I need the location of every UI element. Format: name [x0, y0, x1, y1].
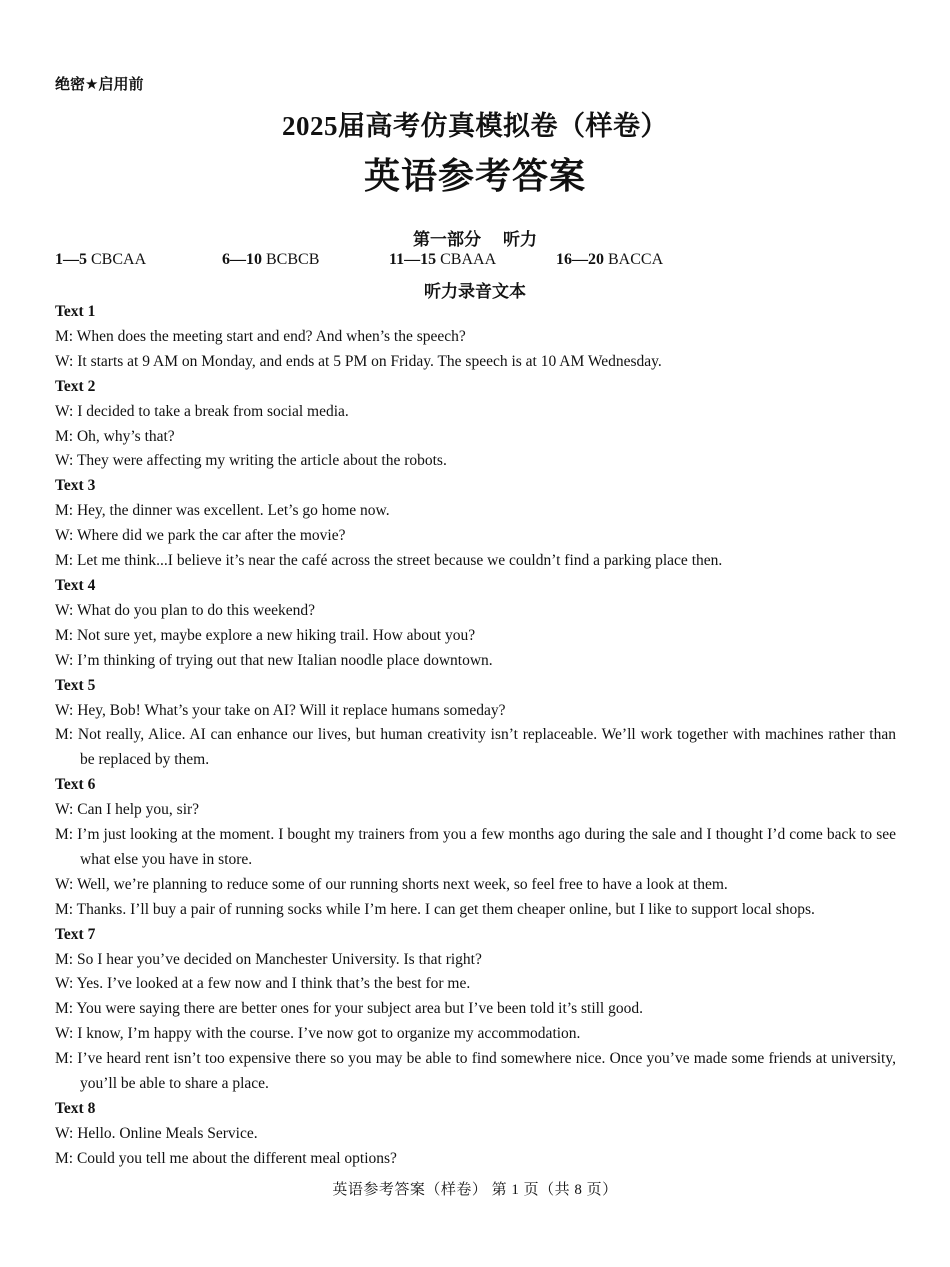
dialogue-line: M: When does the meeting start and end? And when’s the speech? — [55, 327, 466, 345]
confidential-label: 绝密★启用前 — [55, 75, 144, 93]
dialogue-line: M: Hey, the dinner was excellent. Let’s go home now. — [55, 502, 390, 520]
page-footer: 英语参考答案（样卷） 第 1 页（共 8 页） — [332, 1182, 618, 1198]
text-title: Text 4 — [55, 576, 96, 594]
dialogue-line: W: What do you plan to do this weekend? — [55, 601, 315, 619]
dialogue-line: W: I decided to take a break from social media. — [55, 402, 349, 420]
transcript-body — [55, 300, 896, 1172]
dialogue-line: W: They were affecting my writing the article about the robots. — [55, 452, 447, 470]
text-title: Text 6 — [55, 776, 96, 794]
answer-key-title: 英语参考答案 — [363, 156, 586, 196]
dialogue-line: M: Oh, why’s that? — [55, 427, 175, 445]
text-title: Text 3 — [55, 477, 96, 495]
dialogue-line: M: Not sure yet, maybe explore a new hiking trail. How about you? — [55, 626, 476, 644]
dialogue-line: M: Not really, Alice. AI can enhance our lives, but human creativity isn’t replaceable. We’ll work together with machines rather than be replaced by them. — [55, 726, 896, 769]
answer-range: 1—5 — [55, 251, 87, 268]
answer-range: 16—20 — [556, 251, 604, 268]
dialogue-line: M: I’ve heard rent isn’t too expensive there so you may be able to find somewhere nice. Once you’ve made some friends at university, you’ll be able to share a place. — [55, 1050, 896, 1093]
answer-keys: CBCAA — [91, 251, 147, 268]
dialogue-line: W: Hello. Online Meals Service. — [55, 1124, 258, 1142]
dialogue-line: W: I’m thinking of trying out that new Italian noodle place downtown. — [55, 651, 493, 669]
answer-group — [55, 251, 146, 269]
dialogue-line: W: Where did we park the car after the movie? — [55, 527, 346, 545]
dialogue-line: W: Well, we’re planning to reduce some of our running shorts next week, so feel free to have a look at them. — [55, 875, 728, 893]
section-number: 第一部分 — [413, 230, 481, 249]
answer-group — [389, 251, 496, 269]
text-title: Text 8 — [55, 1100, 96, 1117]
answer-keys: CBAAA — [440, 251, 497, 268]
dialogue-line: W: I know, I’m happy with the course. I’ve now got to organize my accommodation. — [55, 1025, 581, 1043]
dialogue-line: W: It starts at 9 AM on Monday, and ends at 5 PM on Friday. The speech is at 10 AM Wednesday. — [55, 352, 662, 370]
text-title: Text 5 — [55, 676, 96, 694]
answer-group — [222, 251, 319, 269]
answer-keys: BACCA — [608, 251, 664, 268]
answer-group — [556, 251, 663, 269]
transcript-heading: 听力录音文本 — [424, 282, 526, 301]
answer-range: 11—15 — [389, 251, 437, 268]
text-title: Text 1 — [55, 303, 96, 320]
answer-row — [0, 251, 950, 271]
dialogue-line: W: Hey, Bob! What’s your take on AI? Will it replace humans someday? — [55, 701, 506, 719]
dialogue-line: W: Yes. I’ve looked at a few now and I think that’s the best for me. — [55, 975, 471, 993]
dialogue-line: M: Could you tell me about the different meal options? — [55, 1149, 397, 1167]
dialogue-line: M: So I hear you’ve decided on Manchester University. Is that right? — [55, 950, 482, 968]
dialogue-line: M: I’m just looking at the moment. I bought my trainers from you a few months ago during the sale and I thought I’d come back to see what else you have in store. — [55, 826, 896, 868]
answer-keys: BCBCB — [266, 251, 320, 268]
text-title: Text 7 — [55, 925, 96, 943]
dialogue-line: M: Thanks. I’ll buy a pair of running socks while I’m here. I can get them cheaper online, but I like to support local shops. — [55, 900, 815, 918]
dialogue-line: W: Can I help you, sir? — [55, 801, 200, 819]
section-name: 听力 — [503, 230, 537, 249]
dialogue-line: M: You were saying there are better ones for your subject area but I’ve been told it’s still good. — [55, 1000, 643, 1018]
exam-title: 2025届高考仿真模拟卷（样卷） — [282, 111, 668, 141]
text-title: Text 2 — [55, 377, 96, 395]
section-heading — [0, 225, 950, 250]
dialogue-line: M: Let me think...I believe it’s near the café across the street because we couldn’t find a parking place then. — [55, 552, 723, 570]
answer-range: 6—10 — [222, 251, 262, 268]
